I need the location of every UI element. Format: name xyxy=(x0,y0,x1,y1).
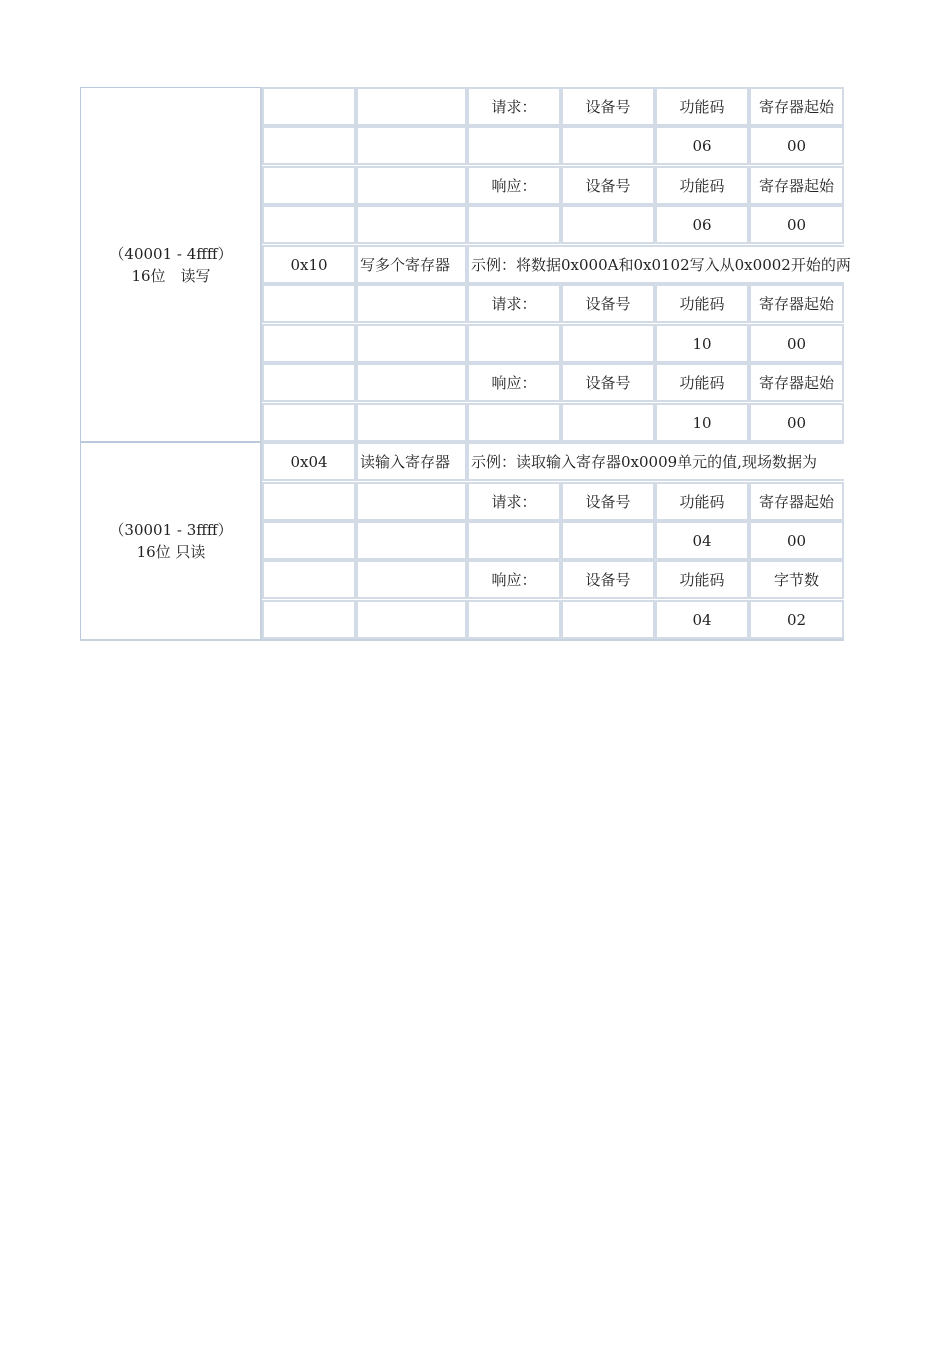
function-name-cell[interactable] xyxy=(356,600,467,639)
row-separator xyxy=(80,639,844,641)
function-field-cell[interactable]: 功能码 xyxy=(655,482,749,521)
function-code-cell[interactable] xyxy=(262,324,356,363)
frame-label-cell[interactable] xyxy=(467,324,561,363)
device-id-cell[interactable]: 设备号 xyxy=(561,560,655,599)
function-name-cell[interactable] xyxy=(356,284,467,323)
function-name-cell[interactable] xyxy=(356,205,467,244)
function-field-cell[interactable]: 10 xyxy=(655,403,749,442)
device-id-cell[interactable] xyxy=(561,403,655,442)
register-field-cell[interactable]: 02 xyxy=(749,600,844,639)
register-field-cell[interactable]: 寄存器起始 xyxy=(749,482,844,521)
device-id-cell[interactable] xyxy=(561,126,655,165)
device-id-cell[interactable]: 设备号 xyxy=(561,166,655,205)
function-field-cell[interactable]: 功能码 xyxy=(655,284,749,323)
device-id-cell[interactable] xyxy=(561,324,655,363)
function-code-cell[interactable] xyxy=(262,166,356,205)
register-field-cell[interactable]: 寄存器起始 xyxy=(749,166,844,205)
function-name-cell[interactable] xyxy=(356,403,467,442)
function-code-cell[interactable] xyxy=(262,521,356,560)
register-field-cell[interactable]: 00 xyxy=(749,521,844,560)
frame-label-cell[interactable] xyxy=(467,126,561,165)
function-code-cell[interactable] xyxy=(262,126,356,165)
frame-label-cell[interactable] xyxy=(467,403,561,442)
function-code-cell[interactable] xyxy=(262,284,356,323)
register-field-cell[interactable]: 00 xyxy=(749,126,844,165)
device-id-cell[interactable]: 设备号 xyxy=(561,482,655,521)
register-field-cell[interactable]: 00 xyxy=(749,205,844,244)
device-id-cell[interactable] xyxy=(561,205,655,244)
register-field-cell[interactable]: 字节数 xyxy=(749,560,844,599)
function-field-cell[interactable]: 功能码 xyxy=(655,166,749,205)
group-range-label: （40001 - 4ffff） xyxy=(109,244,233,263)
register-group-input xyxy=(80,442,262,640)
function-name-cell[interactable] xyxy=(356,87,467,126)
function-code-cell[interactable]: 0x10 xyxy=(262,245,356,284)
function-name-cell[interactable]: 读输入寄存器 xyxy=(356,442,467,481)
device-id-cell[interactable]: 设备号 xyxy=(561,363,655,402)
function-field-cell[interactable]: 06 xyxy=(655,205,749,244)
function-name-cell[interactable] xyxy=(356,482,467,521)
register-field-cell[interactable]: 寄存器起始 xyxy=(749,363,844,402)
group-range-label: （30001 - 3ffff） xyxy=(109,521,233,539)
register-field-cell[interactable]: 00 xyxy=(749,403,844,442)
register-group-holding xyxy=(80,87,262,442)
frame-label-cell[interactable]: 请求： xyxy=(467,482,561,521)
function-field-cell[interactable]: 功能码 xyxy=(655,363,749,402)
device-id-cell[interactable] xyxy=(561,600,655,639)
function-name-cell[interactable] xyxy=(356,126,467,165)
frame-label-cell[interactable] xyxy=(467,205,561,244)
group-type-label: 16位 读写 xyxy=(131,266,211,285)
register-field-cell[interactable]: 寄存器起始 xyxy=(749,87,844,126)
function-code-cell[interactable] xyxy=(262,560,356,599)
function-field-cell[interactable]: 功能码 xyxy=(655,560,749,599)
function-field-cell[interactable]: 功能码 xyxy=(655,87,749,126)
frame-label-cell[interactable]: 响应： xyxy=(467,560,561,599)
function-field-cell[interactable]: 06 xyxy=(655,126,749,165)
frame-label-cell[interactable]: 请求： xyxy=(467,87,561,126)
example-description-cell[interactable]: 示例：读取输入寄存器0x0009单元的值,现场数据为 xyxy=(467,442,844,481)
device-id-cell[interactable]: 设备号 xyxy=(561,284,655,323)
function-field-cell[interactable]: 04 xyxy=(655,600,749,639)
device-id-cell[interactable]: 设备号 xyxy=(561,87,655,126)
function-code-cell[interactable] xyxy=(262,600,356,639)
register-field-cell[interactable]: 00 xyxy=(749,324,844,363)
frame-label-cell[interactable] xyxy=(467,600,561,639)
function-name-cell[interactable]: 写多个寄存器 xyxy=(356,245,467,284)
frame-label-cell[interactable]: 响应： xyxy=(467,363,561,402)
function-name-cell[interactable] xyxy=(356,324,467,363)
example-description-cell[interactable]: 示例：将数据0x000A和0x0102写入从0x0002开始的两 xyxy=(467,245,844,284)
function-field-cell[interactable]: 10 xyxy=(655,324,749,363)
function-name-cell[interactable] xyxy=(356,363,467,402)
function-name-cell[interactable] xyxy=(356,521,467,560)
frame-label-cell[interactable] xyxy=(467,521,561,560)
device-id-cell[interactable] xyxy=(561,521,655,560)
function-name-cell[interactable] xyxy=(356,166,467,205)
function-code-cell[interactable] xyxy=(262,87,356,126)
function-code-cell[interactable] xyxy=(262,205,356,244)
function-code-cell[interactable]: 0x04 xyxy=(262,442,356,481)
function-name-cell[interactable] xyxy=(356,560,467,599)
function-field-cell[interactable]: 04 xyxy=(655,521,749,560)
frame-label-cell[interactable]: 请求： xyxy=(467,284,561,323)
group-type-label: 16位 只读 xyxy=(136,543,206,561)
function-code-cell[interactable] xyxy=(262,482,356,521)
function-code-cell[interactable] xyxy=(262,403,356,442)
register-field-cell[interactable]: 寄存器起始 xyxy=(749,284,844,323)
frame-label-cell[interactable]: 响应： xyxy=(467,166,561,205)
function-code-cell[interactable] xyxy=(262,363,356,402)
